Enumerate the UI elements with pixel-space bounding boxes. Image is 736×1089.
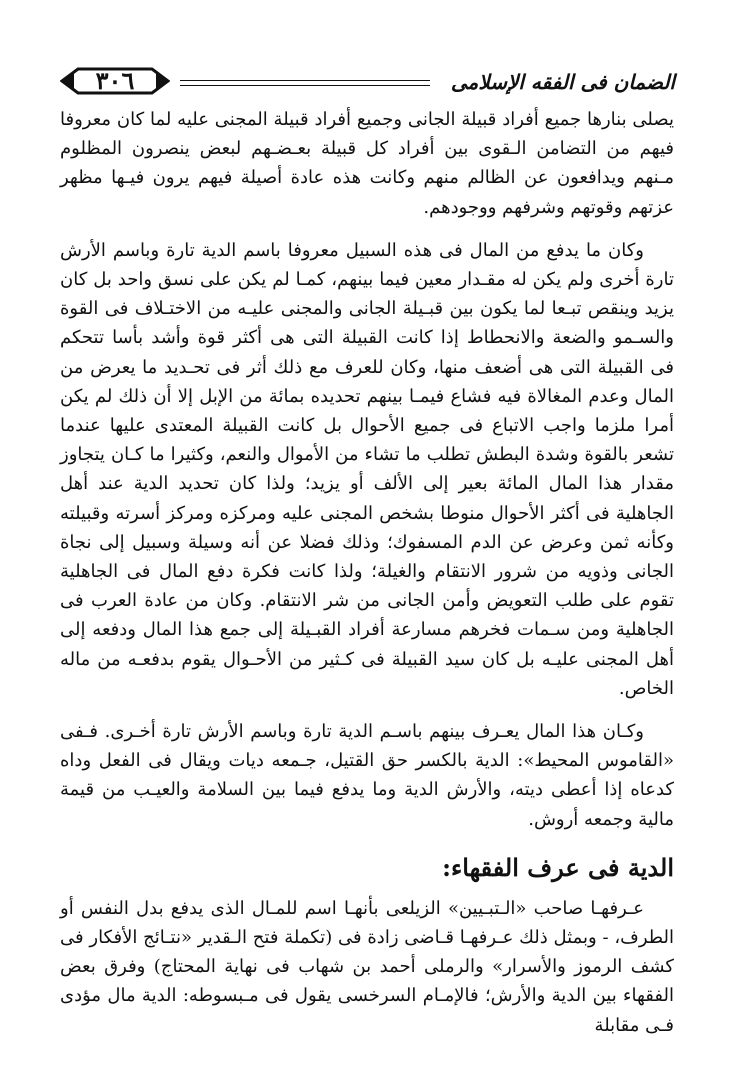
page-header bbox=[60, 58, 675, 106]
page-number: ٣٠٦ bbox=[95, 66, 135, 95]
section-heading: الدية فى عرف الفقهاء: bbox=[442, 852, 674, 882]
header-rule bbox=[180, 80, 430, 86]
paragraph-2: وكان ما يدفع من المال فى هذه السبيل معروفا باسم الدية تارة وباسم الأرش تارة أخرى ولم يكن له مقـدار معين فيما بينهم، كمـا لم يكن على نسق واحد بل كان يزيد وينقص تبـعا لما يكون بين قبـيلة الجانى والمجنى عليـه من الاختـلاف فى القوة والسـمو والضعة والانحطاط إذا كانت القبيلة التى هى أكثر قوة وأشد بأسا تتحكم فى القبيلة التى هى أضعف منها، وكان للعرف مع ذلك أثر فى تحـديد ما يعرض من المال وعدم المغالاة فيه فشاع فيمـا بينهم تحديده بمائة من الإبل إلا أن ذلك لم يكن أمرا ملزما واجب الاتباع فى جميع الأحوال بل كانت القبيلة المعتدى عليها عندما تشعر بالقوة وشدة البطش تطلب ما تشاء من الأموال والنعم، وكثيرا ما كـان يتجاوز مقدار هذا المال المائة بعير إلى الألف أو يزيد؛ ولذا كان تحديد الدية عند أهل الجاهلية فى أكثر الأحوال منوطا بشخص المجنى عليه ومركزه ومركز أسرته وقبيلته وكأنه ثمن وعرض عن الدم المسفوك؛ وذلك فضلا عن أنه وسيلة وسبيل إلى نجاة الجانى وذويه من شرور الانتقام والغيلة؛ ولذا كانت فكرة دفع المال فى الجاهلية تقوم على طلب التعويض وأمن الجانى من شر الانتقام. وكان من عادة العرب فى الجاهلية ومن سـمات فخرهم مسارعة أفراد القبـيلة إلى جمع هذا المال ودفعه إلى أهل المجنى عليـه بل كان سيد القبيلة فى كـثير من الأحـوال يقوم بدفعـه من ماله الخاص. bbox=[60, 239, 674, 699]
running-title: الضمان فى الفقه الإسلامى bbox=[450, 70, 675, 94]
paragraph-4: عـرفهـا صاحب «الـتبـيين» الزيلعى بأنهـا اسم للمـال الذى يدفع بدل النفس أو الطرف، - وبمثل ذلك عـرفهـا قـاضى زادة فى (تكملة فتح الـقدير «نتـائج الأفكار فى كشف الرموز والأسرار» والرملى أحمد بن شهاب فى نهاية المحتاج) وفرق بعض الفقهاء بين الدية والأرش؛ فالإمـام السرخسى يقول فى مـبسوطه: الدية مال مؤدى فـى مقابلة bbox=[60, 897, 674, 1036]
paragraph-1: يصلى بنارها جميع أفراد قبيلة الجانى وجميع أفراد قبيلة المجنى عليه لما كان معروفا فيهم من التضامن الـقوى بين أفراد كل قبيلة بعـضـهم لبعض ينصرون المظلوم مـنهم ويدافعون عن الظالم منهم وكانت هذه عادة أصيلة فيهم يرون فيـها مظهر عزتهم وقوتهم وشرفهم ووجودهم. bbox=[60, 109, 674, 218]
page-body bbox=[60, 105, 674, 1054]
paragraph-3: وكـان هذا المال يعـرف بينهم باسـم الدية تارة وباسم الأرش تارة أخـرى. فـفى «القاموس المحيط»: الدية بالكسر حق القتيل، جـمعه ديات ويقال فى الفعل وداه كدعاه إذا أعطى ديته، والأرش الدية وما يدفع فيما بين السلامة والعيـب من قيمة مالية وجمعه أروش. bbox=[60, 721, 674, 830]
page-number-badge bbox=[60, 66, 170, 96]
